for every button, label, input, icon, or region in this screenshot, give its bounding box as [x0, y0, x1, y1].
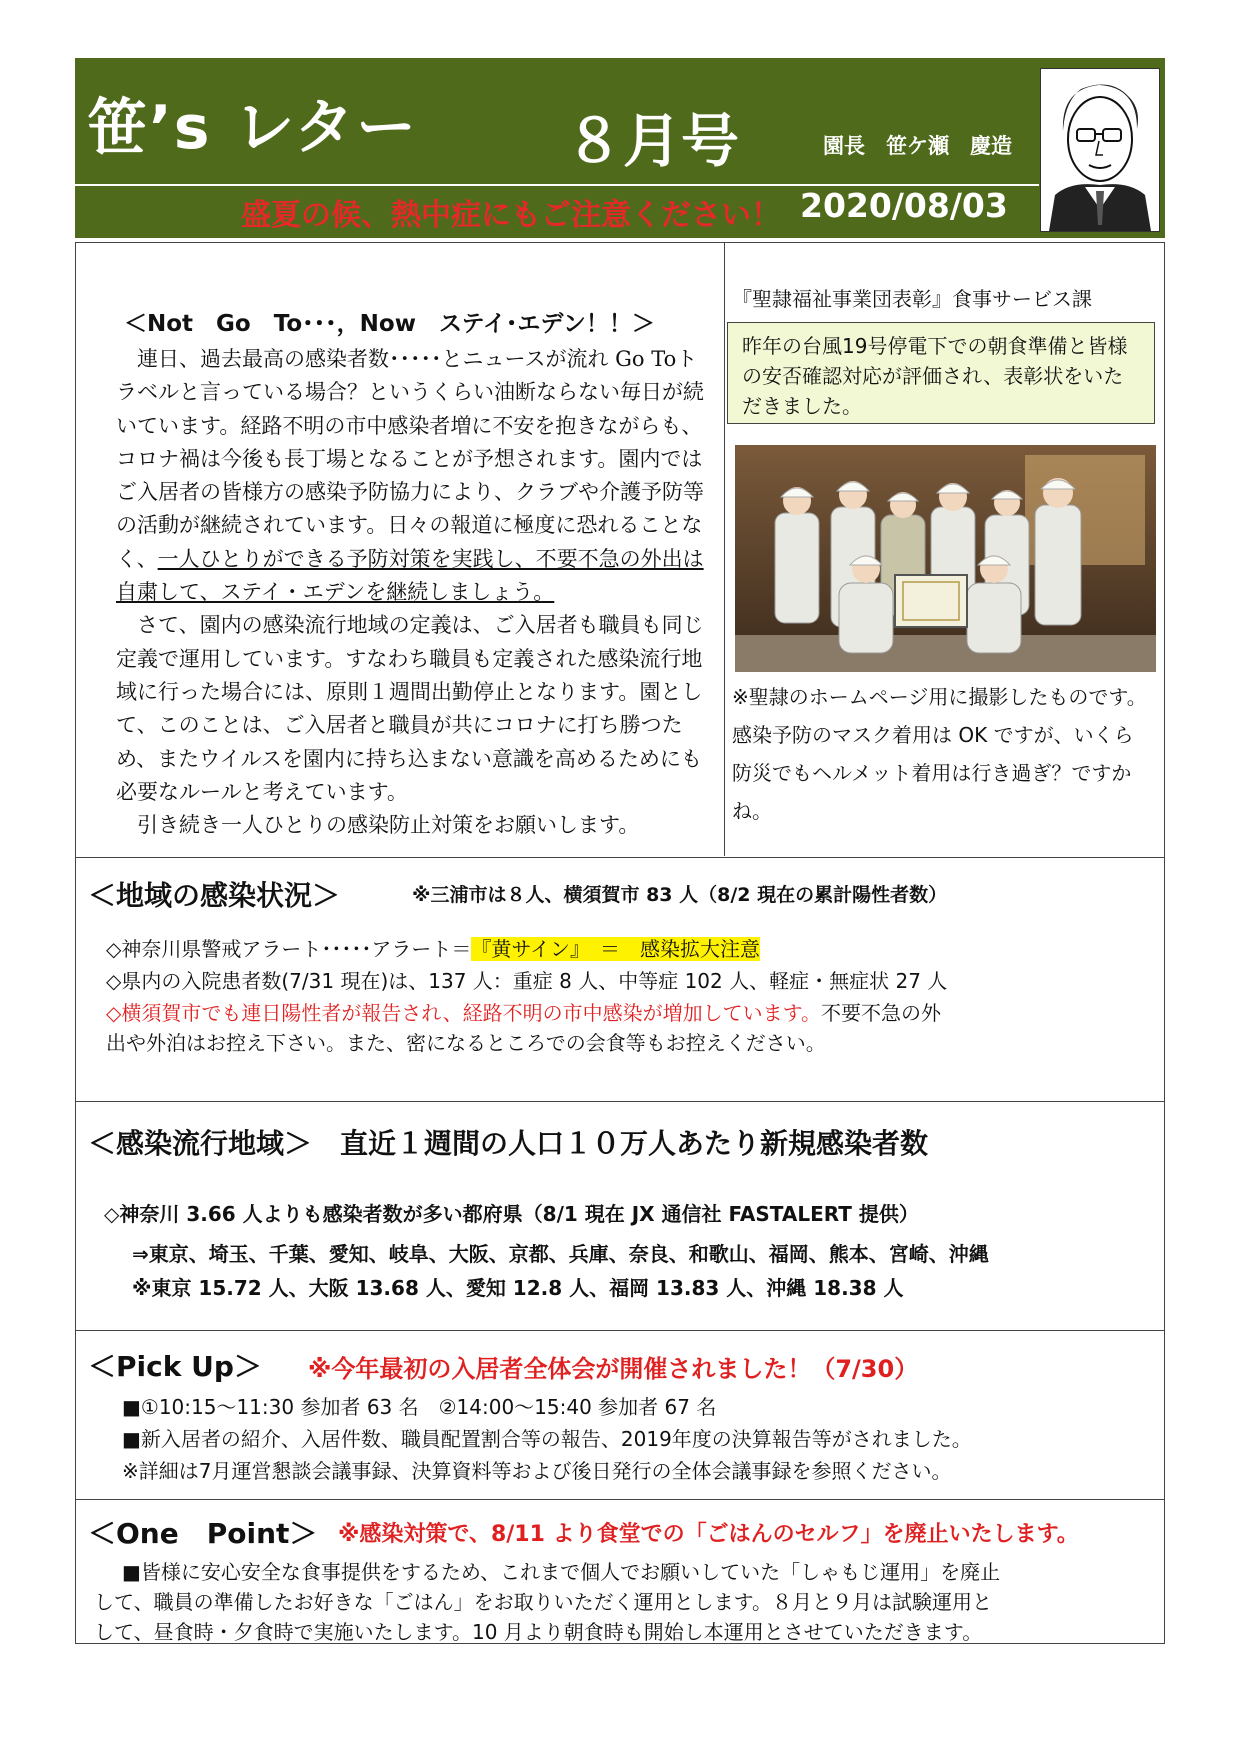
issue-label: ８月号 [565, 107, 740, 175]
epidemic-area-section [75, 1101, 1165, 1331]
warning-text: 不要不急の外 [820, 1001, 941, 1025]
warning-red-text: ◇横須賀市でも連日陽性者が報告され、経路不明の市中感染が増加しています。 [106, 1001, 821, 1025]
pickup-heading: ＜Pick Up＞ [88, 1350, 262, 1383]
pickup-line-3: ※詳細は7月運営懇談会議事録、決算資料等および後日発行の全体会議事録を参照ください。 [122, 1459, 952, 1483]
one-point-line-1: ■皆様に安心安全な食事提供をするため、これまで個人でお願いしていた「しゃもじ運用」を廃止 [122, 1560, 1001, 1584]
group-photo-illustration [735, 445, 1156, 672]
pickup-line-2: ■新入居者の紹介、入居件数、職員配置割合等の報告、2019年度の決算報告等がされました。 [122, 1427, 972, 1451]
article-body [116, 343, 710, 842]
author-portrait-image [1040, 68, 1160, 232]
article-text: 連日、過去最高の感染者数･････とニュースが流れ Go Toトラベルと言っている場合？というくらい油断ならない毎日が続いています。経路不明の市中感染者増に不安を抱きながらも、コロナ禍は今後も長丁場となることが予想されます。園内ではご入居者の皆様方の感染予防協力により、クラブや介護予防等の活動が継続されています。日々の報道に極度に恐れることなく、 [116, 347, 704, 571]
newsletter-title: 笹’s レター [87, 93, 418, 163]
article-paragraph [116, 343, 710, 609]
warning-line [106, 997, 941, 1026]
article-paragraph: さて、園内の感染流行地域の定義は、ご入居者も職員も同じ定義で運用しています。すなわち職員も定義された感染流行地域に行った場合には、原則１週間出勤停止となります。園として、このことは、ご入居者と職員が共にコロナに打ち勝つため、またウイルスを園内に持ち込まない意識を高めるためにも必要なルールと考えています。 [116, 613, 704, 804]
portrait-sketch-icon [1041, 69, 1159, 231]
award-title: 『聖隷福祉事業団表彰』食事サービス課 [732, 287, 1092, 311]
pickup-section [75, 1330, 1165, 1500]
article-title: ＜Not Go To･･･，Now ステイ･エデン！！＞ [124, 311, 655, 337]
one-point-headline: ※感染対策で、8/11 より食堂での「ごはんのセルフ」を廃止いたします。 [338, 1522, 1079, 1547]
regional-heading: ＜地域の感染状況＞ [88, 879, 341, 912]
epidemic-heading: ＜感染流行地域＞ 直近１週間の人口１０万人あたり新規感染者数 [88, 1127, 929, 1160]
prefecture-rates: ※東京 15.72 人、大阪 13.68 人、愛知 12.8 人、福岡 13.83 人、沖縄 18.38 人 [132, 1276, 904, 1300]
one-point-line-3: して、昼食時・夕食時で実施いたします。10 月より朝食時も開始し本運用とさせていただきます。 [94, 1620, 983, 1644]
article-paragraph: 引き続き一人ひとりの感染防止対策をお願いします。 [137, 813, 640, 838]
award-textbox: 昨年の台風19号停電下での朝食準備と皆様の安否確認対応が評価され、表彰状をいただきました。 [727, 322, 1155, 424]
header-slogan: 盛夏の候、熱中症にもご注意ください！ [241, 198, 781, 233]
newsletter-header [75, 58, 1165, 238]
warning-line-2: 出や外泊はお控え下さい。また、密になるところでの会食等もお控えください。 [106, 1031, 826, 1055]
author-name: 園長 笹ケ瀬 慶造 [823, 134, 1012, 158]
alert-line [106, 933, 760, 962]
prefecture-list: ⇒東京、埼玉、千葉、愛知、岐阜、大阪、京都、兵庫、奈良、和歌山、福岡、熊本、宮崎、沖縄 [132, 1242, 989, 1266]
article-underlined-text: 一人ひとりができる予防対策を実践し、不要不急の外出は自粛して、ステイ・エデンを継続しましょう。 [116, 546, 704, 605]
alert-highlight: 『黄サイン』 ＝ 感染拡大注意 [471, 937, 760, 961]
feature-section [75, 242, 1165, 858]
photo-caption: ※聖隷のホームページ用に撮影したものです。感染予防のマスク着用は OK ですが、いくら防災でもヘルメット着用は行き過ぎ？ですかね。 [732, 685, 1147, 823]
regional-note: ※三浦市は８人、横須賀市 83 人（8/2 現在の累計陽性者数） [412, 884, 948, 906]
one-point-section [75, 1499, 1165, 1644]
pickup-headline: ※今年最初の入居者全体会が開催されました！（7/30） [308, 1355, 919, 1383]
one-point-heading: ＜One Point＞ [88, 1517, 318, 1550]
epidemic-line-1: ◇神奈川 3.66 人よりも感染者数が多い都府県（8/1 現在 JX 通信社 FASTALERT 提供） [104, 1202, 919, 1226]
alert-prefix: ◇神奈川県警戒アラート･････アラート＝ [106, 937, 472, 961]
hospital-count-line: ◇県内の入院患者数(7/31 現在)は、137 人：重症 8 人、中等症 102 人、軽症・無症状 27 人 [106, 969, 948, 993]
issue-date: 2020/08/03 [800, 186, 1008, 225]
staff-group-photo [735, 445, 1156, 672]
main-article [76, 243, 725, 856]
regional-status-section [75, 857, 1165, 1102]
pickup-line-1: ■①10:15～11:30 参加者 63 名 ②14:00～15:40 参加者 67 名 [122, 1395, 717, 1419]
one-point-line-2: して、職員の準備したお好きな「ごはん」をお取りいただく運用とします。８月と９月は試験運用と [94, 1590, 992, 1614]
